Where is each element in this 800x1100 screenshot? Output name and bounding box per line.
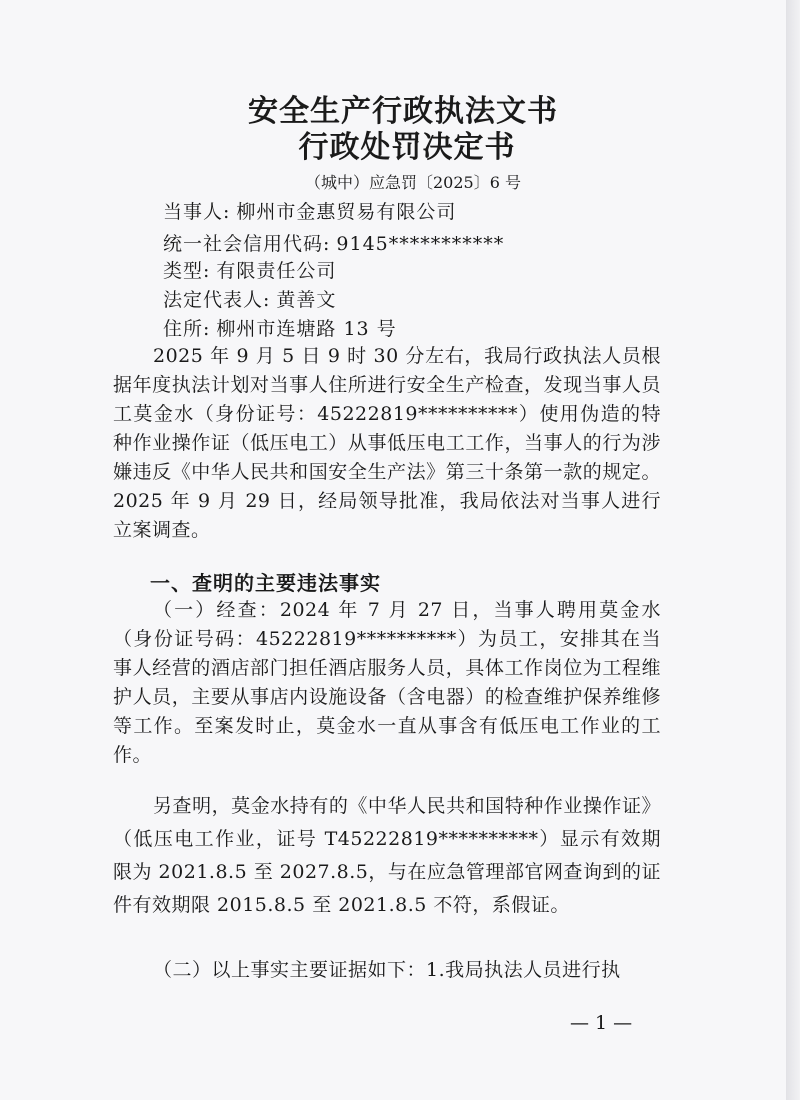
party-name-row	[163, 197, 456, 224]
legal-rep-label: 法定代表人:	[163, 289, 271, 311]
credit-code-row	[163, 229, 504, 256]
address: 柳州市连塘路 13 号	[216, 318, 397, 340]
credit-code: 9145***********	[336, 233, 505, 255]
document-title: 安全生产行政执法文书	[248, 94, 558, 129]
fact-paragraph-1: （一）经查：2024 年 7 月 27 日，当事人聘用莫金水（身份证号码：45222819**********）为员工，安排其在当事人经营的酒店部门担任酒店服务人员，具体工作岗位为工程维护人员，主要从事店内设施设备（含电器）的检查维护保养维修等工作。至案发时止，莫金水一直从事含有低压电工作业的工作。	[113, 599, 661, 766]
intro-paragraph: 2025 年 9 月 5 日 9 时 30 分左右，我局行政执法人员根据年度执法计划对当事人住所进行安全生产检查，发现当事人员工莫金水（身份证号：45222819**********）使用伪造的特种作业操作证（低压电工）从事低压电工工作，当事人的行为涉嫌违反《中华人民共和国安全生产法》第三十条第一款的规定。2025 年 9 月 29 日，经局领导批准，我局依法对当事人进行立案调查。	[113, 345, 661, 541]
party-name-label: 当事人:	[163, 201, 231, 223]
document-number: （城中）应急罚〔2025〕6 号	[305, 173, 521, 192]
legal-rep-row	[163, 285, 336, 312]
fact-paragraph-2: 另查明，莫金水持有的《中华人民共和国特种作业操作证》（低压电工作业，证号 T45222819**********）显示有效期限为 2021.8.5 至 2027.8.5，与在应急管理部官网查询到的证件有效期限 2015.8.5 至 2021.8.5 不符，系假证。	[113, 795, 661, 916]
party-name: 柳州市金惠贸易有限公司	[236, 201, 457, 223]
page-edge	[786, 0, 800, 1100]
section-heading: 一、查明的主要违法事实	[150, 571, 381, 595]
evidence-paragraph: （二）以上事实主要证据如下：1.我局执法人员进行执	[153, 959, 621, 981]
company-type-row	[163, 256, 336, 283]
document-subtitle: 行政处罚决定书	[298, 130, 516, 165]
address-label: 住所:	[163, 318, 211, 340]
legal-rep: 黄善文	[276, 289, 337, 311]
page-number: — 1 —	[570, 1012, 633, 1034]
credit-code-label: 统一社会信用代码:	[163, 233, 331, 255]
company-type: 有限责任公司	[216, 260, 337, 282]
company-type-label: 类型:	[163, 260, 211, 282]
address-row	[163, 314, 397, 341]
